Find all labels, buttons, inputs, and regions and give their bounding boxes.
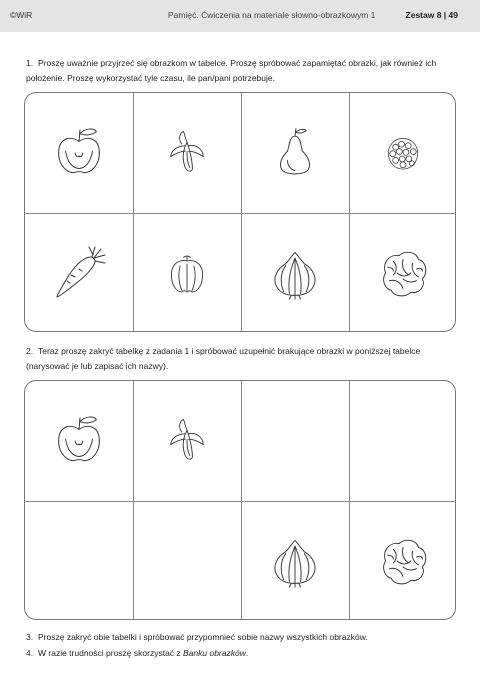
table-2-empty-cell	[241, 381, 349, 501]
task-3-text: Proszę zakryć obie tabelki i spróbować przypomnieć sobie nazwy wszystkich obrazków.	[38, 632, 368, 642]
task-1-number: 1.	[26, 58, 34, 68]
table-1-cell	[241, 93, 349, 213]
pepper-icon	[161, 247, 213, 299]
pear-icon	[267, 125, 323, 181]
table-2-cell	[25, 381, 133, 501]
task-3-number: 3.	[26, 632, 34, 642]
table-2-cell	[349, 501, 456, 620]
table-1-cell	[349, 213, 456, 332]
page-number: Zestaw 8 | 49	[405, 10, 458, 20]
table-2-empty-cell	[349, 381, 456, 501]
apple-icon	[50, 124, 108, 182]
task-4-text-after: .	[245, 648, 249, 658]
onion-icon	[267, 533, 323, 589]
task-2-text: Teraz proszę zakryć tabelkę z zadania 1 i spróbować uzupełnić brakujące obrazki w poniższej tabelce (narysować je lub zapisać ich nazwy).	[26, 346, 421, 371]
task-3	[26, 630, 458, 645]
table-1-cell	[349, 93, 456, 213]
picture-table-2	[24, 380, 456, 620]
picture-table-1	[24, 92, 456, 332]
table-1-cell	[25, 213, 133, 332]
table-2-empty-cell	[25, 501, 133, 620]
banana-icon	[160, 126, 214, 180]
apple-icon	[50, 412, 108, 470]
lettuce-icon	[374, 532, 432, 590]
table-2-cell	[133, 381, 241, 501]
task-4-text-italic: Banku obrazków	[183, 648, 246, 658]
table-1-cell	[241, 213, 349, 332]
task-4	[26, 646, 458, 661]
task-4-number: 4.	[26, 648, 34, 658]
task-4-text-before: W razie trudności proszę skorzystać z	[38, 648, 184, 658]
carrot-icon	[49, 243, 109, 303]
task-2-number: 2.	[26, 346, 34, 356]
task-1	[26, 56, 446, 86]
table-2-empty-cell	[133, 501, 241, 620]
page-header	[0, 0, 480, 32]
book-title: Pamięć. Ćwiczenia na materiale słowno-obrazkowym 1	[168, 10, 376, 20]
table-1-cell	[25, 93, 133, 213]
copyright: ©WiR	[10, 10, 33, 20]
task-1-text: Proszę uważnie przyjrzeć się obrazkom w tabelce. Proszę spróbować zapamiętać obrazki, jak również ich położenie. Proszę wykorzystać tyle czasu, ile pan/pani potrzebuje.	[26, 58, 437, 83]
raspberry-icon	[381, 131, 425, 175]
banana-icon	[160, 414, 214, 468]
task-2	[26, 344, 458, 374]
table-2-cell	[241, 501, 349, 620]
onion-icon	[267, 245, 323, 301]
lettuce-icon	[374, 244, 432, 302]
table-1-cell	[133, 93, 241, 213]
table-1-cell	[133, 213, 241, 332]
